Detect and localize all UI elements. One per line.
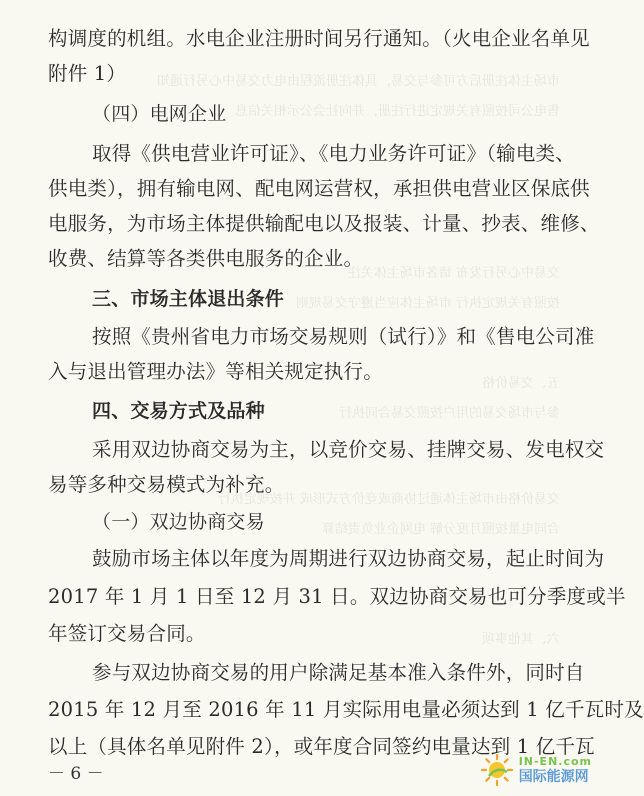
body-text-line: 易等多种交易模式为补充。 bbox=[48, 473, 285, 496]
body-text-line: 收费、结算等各类供电服务的企业。 bbox=[48, 247, 364, 270]
bleed-through-text: 参与市场交易的用户按照交易合同执行 bbox=[338, 406, 560, 421]
paragraph-first-line: 按照《贵州省电力市场交易规则（试行）》和《售电公司准 bbox=[92, 325, 595, 348]
body-text-line: 以上（具体名单见附件 2），或年度合同签约电量达到 1 亿千瓦 bbox=[48, 735, 595, 758]
site-watermark bbox=[479, 752, 592, 788]
paragraph-first-line: 参与双边协商交易的用户除满足基本准入条件外，同时自 bbox=[92, 661, 585, 684]
bleed-through-text: 按照有关规定执行 市场主体应当遵守交易规则 bbox=[295, 296, 560, 311]
body-text-line: 电服务，为市场主体提供输配电以及报装、计量、抄表、维修、 bbox=[48, 212, 600, 235]
section-heading: 三、市场主体退出条件 bbox=[92, 288, 285, 310]
bleed-through-text: 交易中心另行发布 请各市场主体关注 bbox=[347, 266, 560, 281]
body-text-line: 2017 年 1 月 1 日至 12 月 31 日。双边协商交易也可分季度或半 bbox=[48, 585, 626, 608]
bleed-through-text: 六、其他事项 bbox=[481, 632, 560, 647]
bleed-through-text: 五、交易价格 bbox=[481, 376, 560, 391]
watermark-en-text: IN-EN.com bbox=[518, 755, 592, 768]
bleed-through-text: 市场主体注册后方可参与交易，具体注册流程由电力交易中心另行通知 bbox=[156, 74, 560, 89]
watermark-cn-text: 国际能源网 bbox=[518, 769, 589, 785]
body-text-line: 年签订交易合同。 bbox=[48, 622, 206, 645]
paragraph-first-line: 鼓励市场主体以年度为周期进行双边协商交易，起止时间为 bbox=[92, 547, 605, 570]
body-text-line: 入与退出管理办法》等相关规定执行。 bbox=[48, 360, 383, 383]
body-text-line: 附件 1） bbox=[48, 62, 127, 85]
page-number: － 6 － bbox=[48, 764, 104, 784]
sun-logo-icon bbox=[479, 752, 515, 788]
bleed-through-text: 售电公司按照有关规定进行注册，并向社会公示相关信息 bbox=[234, 104, 560, 119]
section-heading: 四、交易方式及品种 bbox=[92, 400, 265, 422]
bleed-through-text: 交易价格由市场主体通过协商或竞价方式形成 并按规定执行 bbox=[217, 492, 560, 507]
paragraph-first-line: 采用双边协商交易为主，以竞价交易、挂牌交易、发电权交 bbox=[92, 438, 605, 461]
body-text-line: 2015 年 12 月至 2016 年 11 月实际用电量必须达到 1 亿千瓦时及 bbox=[48, 698, 644, 721]
body-text-line: 构调度的机组。水电企业注册时间另行通知。（火电企业名单见 bbox=[48, 27, 590, 50]
paragraph-first-line: 取得《供电营业许可证》、《电力业务许可证》（输电类、 bbox=[92, 142, 575, 165]
subsection-heading: （四）电网企业 bbox=[92, 103, 227, 125]
bleed-through-text: 合同电量按照月度分解 电网企业负责结算 bbox=[321, 522, 560, 537]
body-text-line: 供电类），拥有输电网、配电网运营权，承担供电营业区保底供 bbox=[48, 177, 590, 200]
subsection-heading: （一）双边协商交易 bbox=[92, 511, 265, 533]
